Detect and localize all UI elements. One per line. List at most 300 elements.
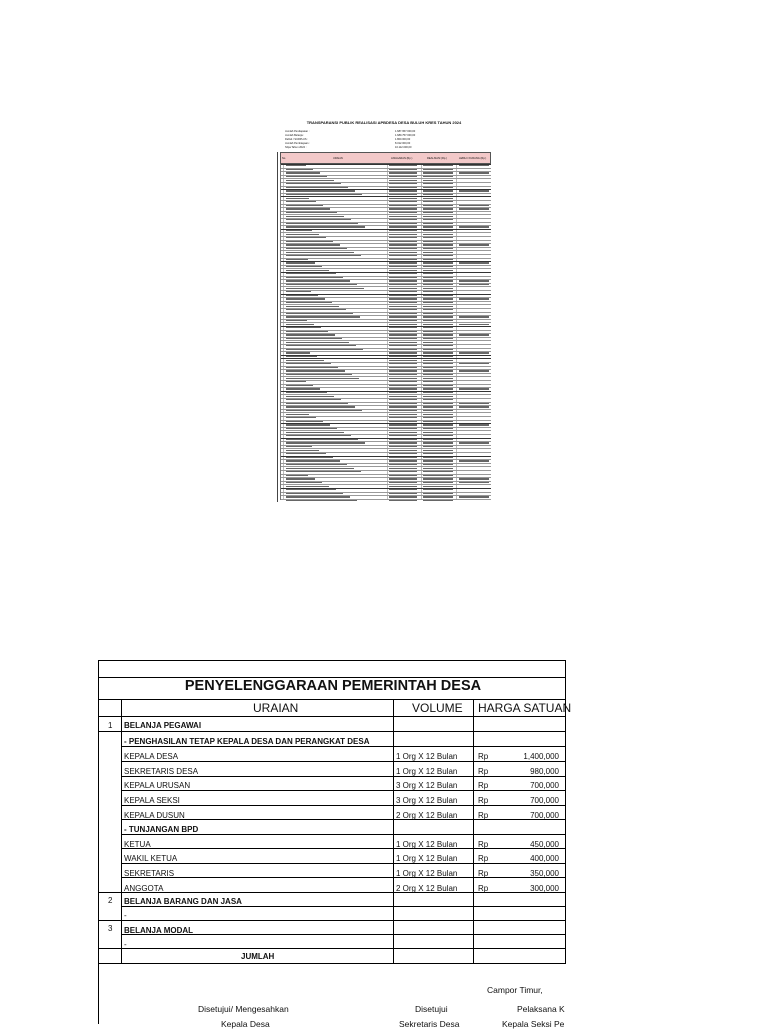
thumbnail-cell-text bbox=[423, 212, 453, 213]
thumbnail-header-row bbox=[280, 152, 491, 164]
thumbnail-cell-text bbox=[286, 230, 312, 231]
thumbnail-cell-text bbox=[286, 453, 326, 454]
thumbnail-cell-text bbox=[389, 424, 417, 425]
thumbnail-cell-text bbox=[459, 442, 489, 443]
thumbnail-cell-text bbox=[389, 486, 417, 487]
thumbnail-cell-text bbox=[389, 428, 417, 429]
thumbnail-cell-text bbox=[389, 478, 417, 479]
thumbnail-cell-text bbox=[389, 360, 417, 361]
thumbnail-cell-text bbox=[423, 403, 453, 404]
table-row-rule bbox=[121, 761, 566, 762]
report-thumbnail bbox=[277, 118, 491, 502]
thumbnail-cell-text bbox=[286, 424, 330, 425]
thumbnail-cell-text bbox=[389, 435, 417, 436]
table-column-rule bbox=[121, 699, 122, 963]
thumbnail-cell-text bbox=[423, 320, 453, 321]
table-row-rule bbox=[121, 863, 566, 864]
thumbnail-cell-text bbox=[389, 230, 417, 231]
thumbnail-cell-text bbox=[389, 306, 417, 307]
thumbnail-cell-text bbox=[389, 367, 417, 368]
thumbnail-cell-text bbox=[286, 410, 362, 411]
thumbnail-table-body bbox=[280, 164, 491, 500]
thumbnail-cell-text bbox=[286, 180, 334, 181]
thumbnail-cell-text bbox=[389, 270, 417, 271]
thumbnail-cell-text bbox=[389, 212, 417, 213]
thumbnail-cell-text bbox=[286, 288, 364, 289]
row-currency: Rp bbox=[478, 854, 489, 863]
thumbnail-cell-text bbox=[423, 183, 453, 184]
thumbnail-cell-text bbox=[286, 388, 320, 389]
thumbnail-cell-text bbox=[459, 280, 489, 281]
row-volume: 2 Org X 12 Bulan bbox=[396, 884, 458, 893]
thumbnail-cell-text bbox=[286, 496, 350, 497]
thumbnail-cell-text bbox=[423, 190, 453, 191]
thumbnail-cell-text bbox=[389, 252, 417, 253]
thumbnail-cell-text bbox=[286, 421, 323, 422]
thumbnail-cell-text bbox=[423, 388, 453, 389]
thumbnail-cell-text bbox=[286, 176, 327, 177]
thumbnail-cell-text bbox=[389, 320, 417, 321]
thumbnail-cell-text bbox=[423, 252, 453, 253]
thumbnail-cell-text bbox=[423, 255, 453, 256]
thumbnail-cell-text bbox=[459, 190, 489, 191]
table-left-border bbox=[98, 660, 99, 1024]
thumbnail-cell-text bbox=[286, 190, 355, 191]
thumbnail-cell-text bbox=[423, 457, 453, 458]
thumbnail-cell-text bbox=[423, 363, 453, 364]
thumbnail-cell-text bbox=[389, 194, 417, 195]
thumbnail-cell-text bbox=[389, 180, 417, 181]
thumbnail-cell-text bbox=[286, 378, 359, 379]
row-currency: Rp bbox=[478, 796, 489, 805]
signature-place: Campor Timur, bbox=[487, 985, 543, 995]
thumbnail-cell-text bbox=[423, 468, 453, 469]
thumbnail-cell-text bbox=[286, 435, 351, 436]
thumbnail-cell-text bbox=[423, 435, 453, 436]
thumbnail-cell-text bbox=[423, 450, 453, 451]
thumbnail-cell-text bbox=[423, 201, 453, 202]
thumbnail-cell-text bbox=[459, 334, 489, 335]
thumbnail-header-no: No bbox=[282, 157, 286, 160]
thumbnail-cell-text bbox=[423, 496, 453, 497]
thumbnail-cell-text bbox=[286, 194, 362, 195]
row-uraian: BELANJA BARANG DAN JASA bbox=[124, 897, 242, 906]
thumbnail-cell-text bbox=[423, 489, 453, 490]
thumbnail-cell-text bbox=[423, 424, 453, 425]
thumbnail-title: TRANSPARANSI PUBLIK REALISASI APBDESA DESA BULUH KRES TAHUN 2024 bbox=[306, 120, 462, 125]
thumbnail-cell-text bbox=[286, 432, 344, 433]
thumbnail-cell-text bbox=[286, 489, 336, 490]
thumbnail-cell-text bbox=[389, 406, 417, 407]
thumbnail-cell-text bbox=[423, 482, 453, 483]
thumbnail-cell-text bbox=[286, 331, 328, 332]
thumbnail-cell-text bbox=[286, 478, 315, 479]
thumbnail-cell-text bbox=[389, 464, 417, 465]
column-header-volume: VOLUME bbox=[412, 701, 463, 715]
row-uraian: - bbox=[124, 940, 127, 949]
thumbnail-cell-text bbox=[389, 388, 417, 389]
thumbnail-cell-text bbox=[286, 295, 318, 296]
thumbnail-cell-text bbox=[423, 277, 453, 278]
thumbnail-cell-text bbox=[423, 172, 453, 173]
thumbnail-row-rule bbox=[281, 445, 491, 446]
thumbnail-cell-text bbox=[389, 298, 417, 299]
thumbnail-cell-text bbox=[423, 194, 453, 195]
thumbnail-cell-text bbox=[389, 482, 417, 483]
thumbnail-cell-text bbox=[389, 237, 417, 238]
thumbnail-cell-text bbox=[286, 392, 327, 393]
thumbnail-cell-text bbox=[423, 306, 453, 307]
thumbnail-cell-text bbox=[286, 464, 347, 465]
thumbnail-cell-text bbox=[389, 363, 417, 364]
table-row-rule bbox=[98, 920, 121, 921]
row-uraian: KEPALA SEKSI bbox=[124, 796, 180, 805]
thumbnail-cell-text bbox=[286, 381, 306, 382]
thumbnail-cell-text bbox=[286, 396, 334, 397]
row-currency: Rp bbox=[478, 752, 489, 761]
thumbnail-cell-text bbox=[286, 471, 361, 472]
thumbnail-cell-text bbox=[423, 216, 453, 217]
row-currency: Rp bbox=[478, 869, 489, 878]
thumbnail-cell-text bbox=[389, 450, 417, 451]
thumbnail-cell-text bbox=[423, 442, 453, 443]
thumbnail-cell-text bbox=[389, 208, 417, 209]
row-uraian: KEPALA DUSUN bbox=[124, 811, 185, 820]
summary-label: Jumlah Belanja : bbox=[285, 134, 305, 137]
thumbnail-cell-text bbox=[286, 352, 310, 353]
thumbnail-cell-text bbox=[286, 356, 317, 357]
table-row-rule bbox=[98, 716, 566, 717]
row-harga: 700,000 bbox=[530, 796, 559, 805]
thumbnail-cell-text bbox=[286, 259, 308, 260]
thumbnail-cell-text bbox=[389, 493, 417, 494]
row-uraian: KEPALA URUSAN bbox=[124, 781, 191, 790]
thumbnail-cell-text bbox=[423, 273, 453, 274]
thumbnail-cell-text bbox=[286, 374, 352, 375]
row-uraian: SEKRETARIS DESA bbox=[124, 767, 199, 776]
summary-value: 1.687.957.000,00 bbox=[395, 130, 416, 133]
thumbnail-cell-text bbox=[286, 266, 322, 267]
thumbnail-cell-text bbox=[459, 388, 489, 389]
thumbnail-cell-text bbox=[423, 464, 453, 465]
thumbnail-cell-text bbox=[389, 259, 417, 260]
thumbnail-cell-text bbox=[286, 460, 340, 461]
thumbnail-cell-text bbox=[286, 306, 339, 307]
thumbnail-cell-text bbox=[423, 324, 453, 325]
thumbnail-cell-text bbox=[423, 230, 453, 231]
thumbnail-cell-text bbox=[389, 471, 417, 472]
row-volume: 1 Org X 12 Bulan bbox=[396, 869, 458, 878]
thumbnail-left-rule bbox=[277, 152, 278, 502]
table-row-rule bbox=[121, 877, 566, 878]
thumbnail-cell-text bbox=[286, 270, 329, 271]
thumbnail-cell-text bbox=[286, 468, 354, 469]
thumbnail-cell-text bbox=[389, 446, 417, 447]
table-row-rule bbox=[98, 892, 121, 893]
signature-left-title: Disetujui/ Mengesahkan bbox=[198, 1004, 289, 1014]
row-currency: Rp bbox=[478, 781, 489, 790]
thumbnail-cell-text bbox=[423, 417, 453, 418]
thumbnail-cell-text bbox=[389, 378, 417, 379]
thumbnail-cell-text bbox=[286, 417, 316, 418]
thumbnail-cell-text bbox=[423, 342, 453, 343]
thumbnail-cell-text bbox=[389, 169, 417, 170]
row-uraian: SEKRETARIS bbox=[124, 869, 175, 878]
thumbnail-cell-text bbox=[286, 198, 309, 199]
summary-value: 1.800.000,00 bbox=[395, 138, 411, 141]
thumbnail-cell-text bbox=[423, 208, 453, 209]
signature-right-title: Pelaksana K bbox=[517, 1004, 565, 1014]
thumbnail-cell-text bbox=[286, 403, 348, 404]
thumbnail-cell-text bbox=[286, 428, 337, 429]
thumbnail-row-rule bbox=[281, 474, 491, 475]
thumbnail-cell-text bbox=[389, 356, 417, 357]
thumbnail-cell-text bbox=[286, 273, 336, 274]
thumbnail-cell-text bbox=[423, 493, 453, 494]
thumbnail-cell-text bbox=[389, 273, 417, 274]
thumbnail-cell-text bbox=[389, 219, 417, 220]
thumbnail-cell-text bbox=[286, 493, 343, 494]
thumbnail-cell-text bbox=[423, 262, 453, 263]
thumbnail-cell-text bbox=[389, 288, 417, 289]
thumbnail-cell-text bbox=[286, 183, 341, 184]
thumbnail-cell-text bbox=[389, 410, 417, 411]
thumbnail-cell-text bbox=[286, 237, 326, 238]
thumbnail-cell-text bbox=[389, 201, 417, 202]
thumbnail-cell-text bbox=[286, 212, 337, 213]
thumbnail-row-rule bbox=[281, 290, 491, 291]
thumbnail-cell-text bbox=[423, 234, 453, 235]
thumbnail-cell-text bbox=[423, 270, 453, 271]
thumbnail-cell-text bbox=[286, 363, 331, 364]
thumbnail-cell-text bbox=[389, 414, 417, 415]
thumbnail-cell-text bbox=[423, 302, 453, 303]
row-currency: Rp bbox=[478, 767, 489, 776]
thumbnail-cell-text bbox=[286, 406, 355, 407]
thumbnail-cell-text bbox=[286, 442, 365, 443]
thumbnail-cell-text bbox=[423, 352, 453, 353]
thumbnail-cell-text bbox=[423, 396, 453, 397]
thumbnail-cell-text bbox=[389, 421, 417, 422]
thumbnail-cell-text bbox=[389, 396, 417, 397]
thumbnail-row-rule bbox=[281, 196, 491, 197]
thumbnail-cell-text bbox=[286, 298, 325, 299]
thumbnail-cell-text bbox=[286, 201, 316, 202]
thumbnail-cell-text bbox=[423, 421, 453, 422]
thumbnail-cell-text bbox=[423, 169, 453, 170]
thumbnail-cell-text bbox=[459, 244, 489, 245]
thumbnail-cell-text bbox=[423, 327, 453, 328]
table-row-rule bbox=[98, 731, 121, 732]
thumbnail-cell-text bbox=[459, 205, 489, 206]
table-row-rule bbox=[98, 963, 566, 964]
thumbnail-cell-text bbox=[389, 284, 417, 285]
thumbnail-cell-text bbox=[286, 309, 346, 310]
row-harga: 1,400,000 bbox=[523, 752, 559, 761]
thumbnail-cell-text bbox=[423, 406, 453, 407]
thumbnail-cell-text bbox=[423, 378, 453, 379]
thumbnail-cell-text bbox=[423, 284, 453, 285]
table-row-rule bbox=[121, 948, 566, 949]
row-uraian: ANGGOTA bbox=[124, 884, 164, 893]
thumbnail-cell-text bbox=[389, 432, 417, 433]
thumbnail-cell-text bbox=[389, 226, 417, 227]
thumbnail-cell-text bbox=[286, 475, 308, 476]
thumbnail-cell-text bbox=[423, 338, 453, 339]
row-uraian: - PENGHASILAN TETAP KEPALA DESA DAN PERANGKAT DESA bbox=[124, 737, 370, 746]
thumbnail-cell-text bbox=[423, 176, 453, 177]
thumbnail-cell-text bbox=[423, 259, 453, 260]
thumbnail-cell-text bbox=[423, 226, 453, 227]
thumbnail-cell-text bbox=[423, 223, 453, 224]
thumbnail-cell-text bbox=[286, 385, 313, 386]
thumbnail-cell-text bbox=[389, 399, 417, 400]
thumbnail-cell-text bbox=[389, 172, 417, 173]
thumbnail-cell-text bbox=[423, 198, 453, 199]
thumbnail-cell-text bbox=[423, 392, 453, 393]
thumbnail-cell-text bbox=[389, 187, 417, 188]
row-volume: 3 Org X 12 Bulan bbox=[396, 781, 458, 790]
row-harga: 700,000 bbox=[530, 811, 559, 820]
thumbnail-cell-text bbox=[389, 295, 417, 296]
thumbnail-cell-text bbox=[389, 277, 417, 278]
thumbnail-cell-text bbox=[389, 255, 417, 256]
table-row-rule bbox=[121, 805, 566, 806]
thumbnail-cell-text bbox=[423, 356, 453, 357]
thumbnail-header-uraian: URAIAN bbox=[333, 157, 343, 160]
thumbnail-cell-text bbox=[286, 255, 361, 256]
thumbnail-cell-text bbox=[459, 403, 489, 404]
thumbnail-cell-text bbox=[286, 165, 306, 166]
thumbnail-cell-text bbox=[389, 183, 417, 184]
thumbnail-cell-text bbox=[286, 277, 343, 278]
summary-row bbox=[285, 146, 485, 150]
thumbnail-cell-text bbox=[286, 360, 324, 361]
section-heading: PENYELENGGARAAN PEMERINTAH DESA bbox=[184, 678, 482, 694]
thumbnail-cell-text bbox=[423, 288, 453, 289]
thumbnail-cell-text bbox=[389, 439, 417, 440]
thumbnail-cell-text bbox=[286, 302, 332, 303]
thumbnail-cell-text bbox=[423, 439, 453, 440]
summary-label: Defisit / SURPLUS : bbox=[285, 138, 309, 141]
row-currency: Rp bbox=[478, 884, 489, 893]
thumbnail-cell-text bbox=[423, 280, 453, 281]
thumbnail-cell-text bbox=[459, 172, 489, 173]
thumbnail-cell-text bbox=[459, 370, 489, 371]
thumbnail-row-rule bbox=[281, 229, 491, 230]
thumbnail-cell-text bbox=[423, 370, 453, 371]
thumbnail-cell-text bbox=[286, 241, 333, 242]
summary-value: 8.312.000,00 bbox=[395, 142, 411, 145]
table-row-rule bbox=[121, 746, 566, 747]
thumbnail-cell-text bbox=[423, 237, 453, 238]
thumbnail-cell-text bbox=[459, 424, 489, 425]
table-row-rule bbox=[121, 892, 566, 893]
row-uraian: BELANJA PEGAWAI bbox=[124, 721, 202, 730]
thumbnail-cell-text bbox=[286, 342, 349, 343]
row-harga: 700,000 bbox=[530, 781, 559, 790]
thumbnail-cell-text bbox=[389, 442, 417, 443]
thumbnail-cell-text bbox=[286, 450, 319, 451]
thumbnail-cell-text bbox=[286, 284, 357, 285]
thumbnail-cell-text bbox=[389, 316, 417, 317]
thumbnail-cell-text bbox=[286, 234, 319, 235]
thumbnail-cell-text bbox=[423, 428, 453, 429]
row-volume: 1 Org X 12 Bulan bbox=[396, 752, 458, 761]
column-header-uraian: URAIAN bbox=[253, 701, 299, 715]
thumbnail-cell-text bbox=[389, 262, 417, 263]
thumbnail-cell-text bbox=[286, 345, 356, 346]
thumbnail-row-rule bbox=[281, 319, 491, 320]
thumbnail-cell-text bbox=[286, 291, 311, 292]
thumbnail-cell-text bbox=[389, 327, 417, 328]
thumbnail-cell-text bbox=[459, 262, 489, 263]
thumbnail-cell-text bbox=[459, 226, 489, 227]
thumbnail-cell-text bbox=[286, 320, 307, 321]
thumbnail-cell-text bbox=[459, 496, 489, 497]
row-uraian: - bbox=[124, 911, 127, 920]
thumbnail-cell-text bbox=[389, 165, 417, 166]
thumbnail-cell-text bbox=[423, 334, 453, 335]
thumbnail-cell-text bbox=[423, 349, 453, 350]
thumbnail-cell-text bbox=[389, 385, 417, 386]
thumbnail-cell-text bbox=[459, 478, 489, 479]
thumbnail-cell-text bbox=[423, 410, 453, 411]
thumbnail-cell-text bbox=[423, 295, 453, 296]
thumbnail-cell-text bbox=[389, 392, 417, 393]
thumbnail-cell-text bbox=[423, 486, 453, 487]
thumbnail-cell-text bbox=[286, 349, 363, 350]
table-row-rule bbox=[121, 776, 566, 777]
thumbnail-cell-text bbox=[389, 352, 417, 353]
thumbnail-cell-text bbox=[423, 180, 453, 181]
thumbnail-cell-text bbox=[286, 327, 321, 328]
thumbnail-cell-text bbox=[286, 414, 309, 415]
thumbnail-cell-text bbox=[423, 453, 453, 454]
thumbnail-cell-text bbox=[286, 262, 315, 263]
thumbnail-cell-text bbox=[389, 457, 417, 458]
thumbnail-cell-text bbox=[389, 489, 417, 490]
row-number: 3 bbox=[108, 924, 113, 933]
row-currency: Rp bbox=[478, 840, 489, 849]
thumbnail-cell-text bbox=[389, 241, 417, 242]
summary-value: 10.112.000,00 bbox=[395, 146, 412, 149]
thumbnail-cell-text bbox=[459, 482, 489, 483]
table-row-rule bbox=[121, 906, 566, 907]
thumbnail-cell-text bbox=[286, 399, 341, 400]
thumbnail-cell-text bbox=[286, 324, 314, 325]
signature-right-role: Kepala Seksi Pe bbox=[502, 1019, 565, 1029]
thumbnail-cell-text bbox=[459, 208, 489, 209]
thumbnail-cell-text bbox=[423, 241, 453, 242]
thumbnail-cell-text bbox=[389, 342, 417, 343]
row-number: 2 bbox=[108, 896, 113, 905]
thumbnail-cell-text bbox=[423, 381, 453, 382]
thumbnail-cell-text bbox=[389, 334, 417, 335]
table-row-rule bbox=[98, 699, 566, 700]
signature-mid-role: Sekretaris Desa bbox=[399, 1019, 460, 1029]
thumbnail-cell-text bbox=[423, 187, 453, 188]
thumbnail-cell-text bbox=[423, 367, 453, 368]
thumbnail-cell-text bbox=[389, 280, 417, 281]
thumbnail-cell-text bbox=[286, 370, 345, 371]
thumbnail-cell-text bbox=[423, 244, 453, 245]
row-uraian: KEPALA DESA bbox=[124, 752, 179, 761]
table-row-rule bbox=[121, 790, 566, 791]
thumbnail-cell-text bbox=[423, 205, 453, 206]
thumbnail-cell-text bbox=[423, 471, 453, 472]
row-uraian: KETUA bbox=[124, 840, 151, 849]
